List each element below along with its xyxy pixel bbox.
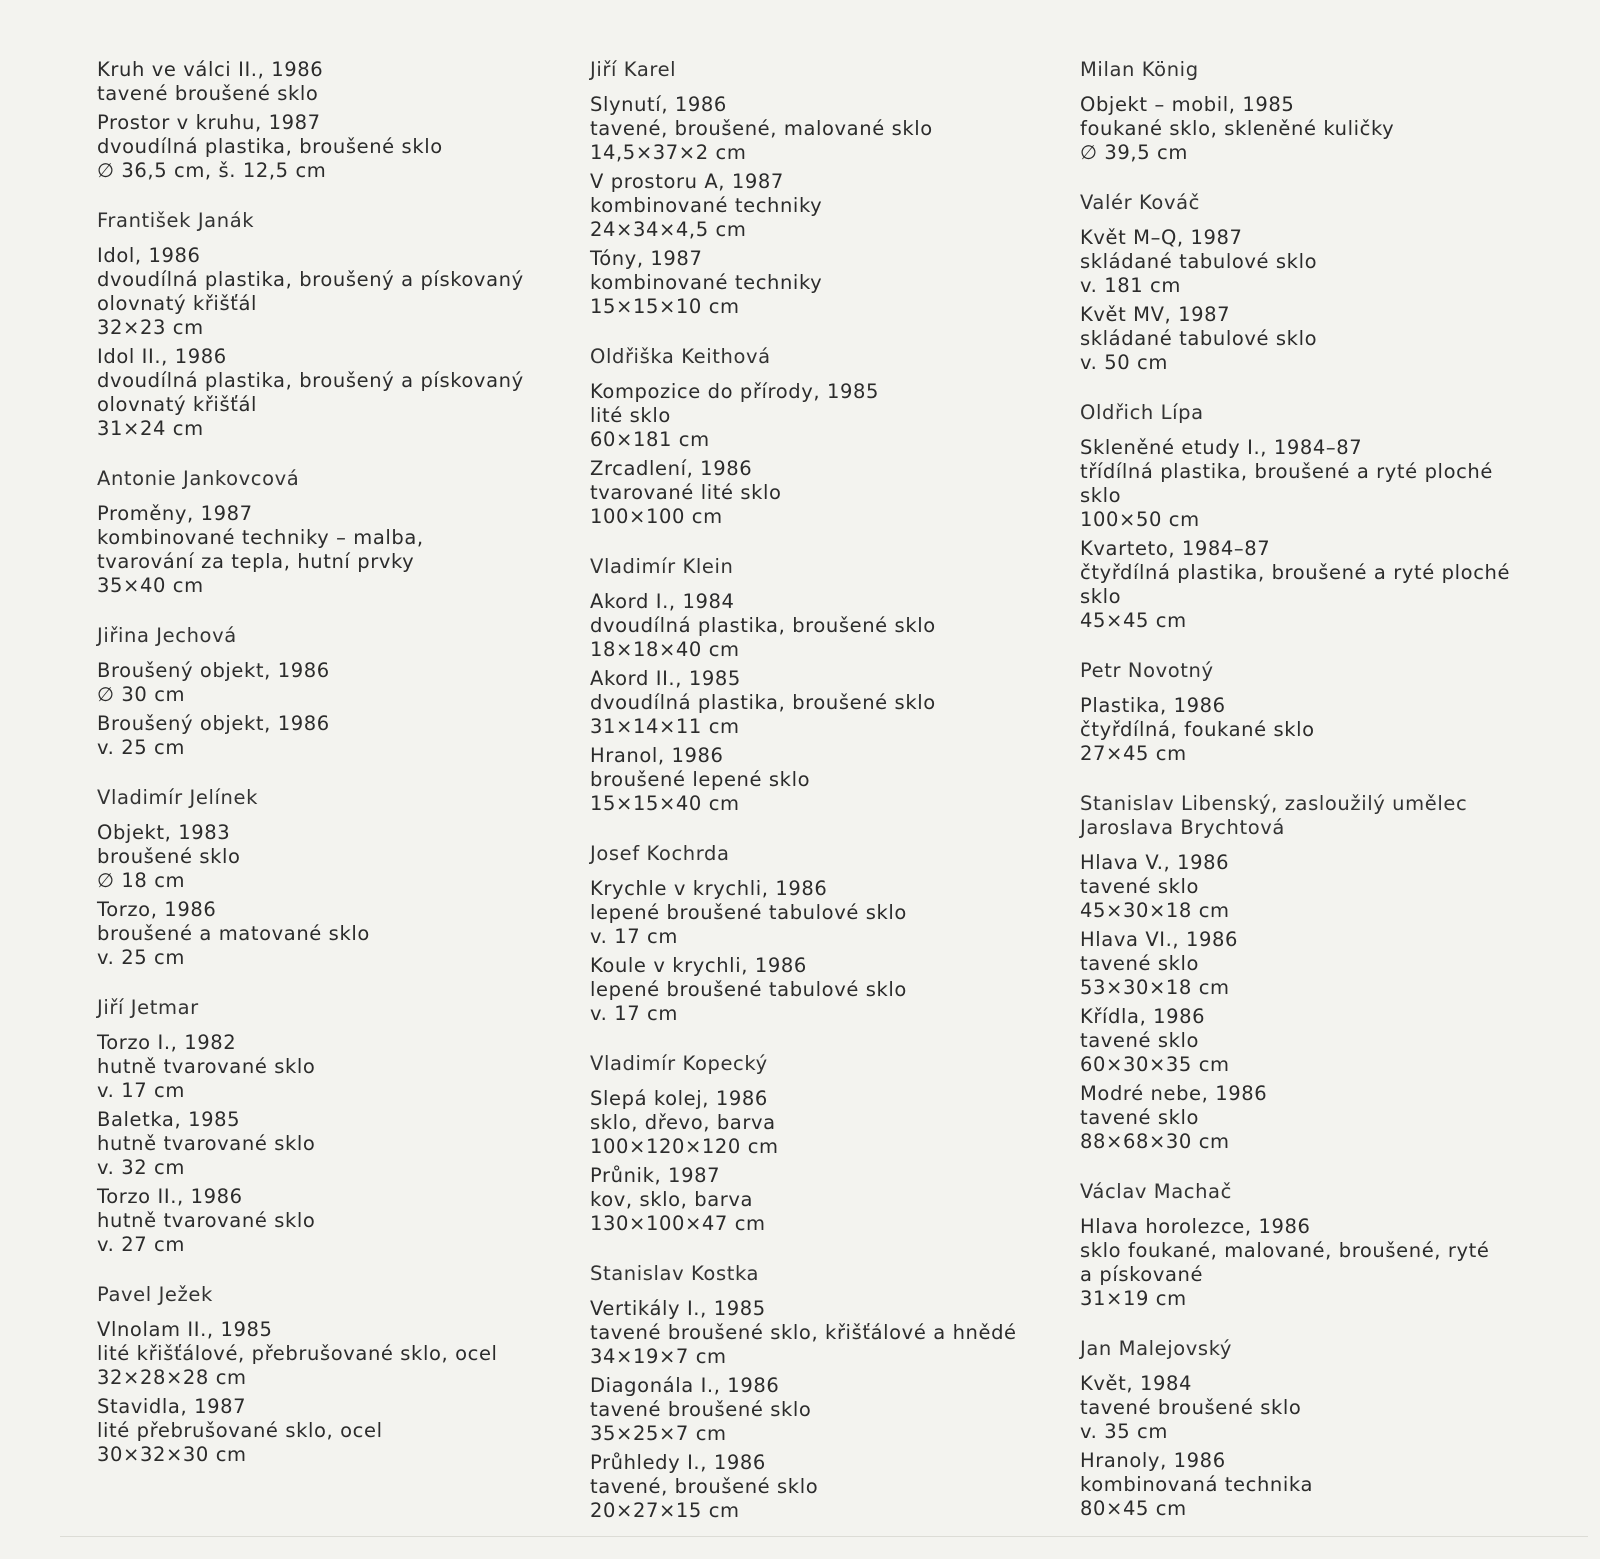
artist-group <box>97 1283 567 1467</box>
work-detail: dvoudílná plastika, broušený a pískovaný <box>97 369 524 392</box>
work-detail: 34×19×7 cm <box>590 1345 727 1368</box>
work-detail: v. 25 cm <box>97 946 185 969</box>
work-title: Kruh ve válci II., 1986 <box>97 58 324 81</box>
work-title: Kompozice do přírody, 1985 <box>590 380 879 403</box>
artist-group <box>97 624 567 760</box>
work-detail: tavené broušené sklo <box>97 82 319 105</box>
artist-group <box>590 345 1060 529</box>
work-detail: 31×19 cm <box>1080 1287 1187 1310</box>
work-title: Vertikály I., 1985 <box>590 1297 766 1320</box>
work-entry <box>590 877 1060 949</box>
work-title: Stavidla, 1987 <box>97 1395 247 1418</box>
work-entry <box>590 457 1060 529</box>
artist-name-line: Vladimír Klein <box>590 555 734 578</box>
work-detail: foukané sklo, skleněné kuličky <box>1080 117 1395 140</box>
artist-name <box>590 58 1060 82</box>
artist-group <box>97 786 567 970</box>
artist-group <box>97 996 567 1257</box>
work-title: Torzo, 1986 <box>97 898 217 921</box>
work-title: Hranoly, 1986 <box>1080 1449 1226 1472</box>
artist-name-line: Valér Kováč <box>1080 191 1200 214</box>
artist-group <box>97 209 567 441</box>
work-title: Broušený objekt, 1986 <box>97 712 330 735</box>
page-edge-rule <box>60 1536 1588 1537</box>
work-entry <box>590 1087 1060 1159</box>
artist-name <box>97 1283 567 1307</box>
work-title: Květ, 1984 <box>1080 1372 1192 1395</box>
work-title: Koule v krychli, 1986 <box>590 954 807 977</box>
work-entry <box>590 1451 1060 1523</box>
artist-name-line: Stanislav Libenský, zasloužilý umělec <box>1080 792 1468 815</box>
work-detail: dvoudílná plastika, broušené sklo <box>590 614 936 637</box>
work-title: Průnik, 1987 <box>590 1164 721 1187</box>
artist-name <box>97 996 567 1020</box>
work-detail: broušené lepené sklo <box>590 768 811 791</box>
work-detail: 18×18×40 cm <box>590 638 740 661</box>
work-title: Diagonála I., 1986 <box>590 1374 780 1397</box>
work-detail: v. 35 cm <box>1080 1420 1168 1443</box>
column-3 <box>1080 58 1580 1547</box>
work-entry <box>590 93 1060 165</box>
work-detail: tavené broušené sklo <box>590 1398 812 1421</box>
work-title: Idol II., 1986 <box>97 345 227 368</box>
artist-group <box>1080 58 1580 165</box>
artist-group <box>590 842 1060 1026</box>
work-title: Zrcadlení, 1986 <box>590 457 753 480</box>
work-detail: 130×100×47 cm <box>590 1212 766 1235</box>
work-entry <box>97 898 567 970</box>
artist-name-line: Jiří Jetmar <box>97 996 199 1019</box>
artist-name-line: Jiřina Jechová <box>97 624 237 647</box>
work-detail: ∅ 18 cm <box>97 869 186 892</box>
artist-group <box>590 58 1060 319</box>
work-entry <box>97 1108 567 1180</box>
artist-group <box>590 1052 1060 1236</box>
work-detail: kombinované techniky – malba, <box>97 526 424 549</box>
artist-name <box>97 786 567 810</box>
artist-name-line: Jan Malejovský <box>1080 1337 1233 1360</box>
work-entry <box>1080 1082 1580 1154</box>
work-detail: 53×30×18 cm <box>1080 976 1230 999</box>
work-detail: tvarování za tepla, hutní prvky <box>97 550 415 573</box>
column-1 <box>97 58 567 1493</box>
work-detail: 14,5×37×2 cm <box>590 141 747 164</box>
work-title: Hlava VI., 1986 <box>1080 928 1239 951</box>
work-detail: tavené sklo <box>1080 1029 1200 1052</box>
work-detail: skládané tabulové sklo <box>1080 250 1318 273</box>
work-detail: v. 17 cm <box>590 1002 678 1025</box>
artist-name-line: Stanislav Kostka <box>590 1262 760 1285</box>
work-detail: lité přebrušované sklo, ocel <box>97 1419 383 1442</box>
work-title: Slepá kolej, 1986 <box>590 1087 768 1110</box>
work-detail: 45×45 cm <box>1080 609 1187 632</box>
work-detail: 88×68×30 cm <box>1080 1130 1230 1153</box>
artist-name <box>1080 659 1580 683</box>
work-title: Tóny, 1987 <box>590 247 703 270</box>
work-detail: v. 50 cm <box>1080 351 1168 374</box>
work-title: Hranol, 1986 <box>590 744 724 767</box>
work-detail: lité sklo <box>590 404 671 427</box>
work-entry <box>97 111 567 183</box>
artist-name-line: Oldřiška Keithová <box>590 345 771 368</box>
artist-group <box>1080 1180 1580 1311</box>
work-detail: skládané tabulové sklo <box>1080 327 1318 350</box>
work-detail: 60×30×35 cm <box>1080 1053 1230 1076</box>
work-detail: tavené, broušené, malované sklo <box>590 117 933 140</box>
work-title: Plastika, 1986 <box>1080 694 1226 717</box>
work-entry <box>1080 1215 1580 1311</box>
work-title: Proměny, 1987 <box>97 502 253 525</box>
work-title: Modré nebe, 1986 <box>1080 1082 1268 1105</box>
work-detail: olovnatý křišťál <box>97 292 258 315</box>
work-title: Květ MV, 1987 <box>1080 303 1231 326</box>
artist-group <box>1080 191 1580 375</box>
artist-group <box>97 467 567 598</box>
work-detail: sklo foukané, malované, broušené, ryté <box>1080 1239 1490 1262</box>
work-detail: hutně tvarované sklo <box>97 1209 316 1232</box>
work-detail: 32×23 cm <box>97 316 204 339</box>
work-detail: 15×15×10 cm <box>590 295 740 318</box>
work-detail: 27×45 cm <box>1080 742 1187 765</box>
artist-name <box>1080 1337 1580 1361</box>
work-detail: broušené a matované sklo <box>97 922 370 945</box>
work-entry <box>1080 694 1580 766</box>
work-entry <box>97 1318 567 1390</box>
work-entry <box>590 590 1060 662</box>
work-title: Torzo I., 1982 <box>97 1031 237 1054</box>
work-detail: 100×50 cm <box>1080 508 1200 531</box>
work-detail: tavené broušené sklo <box>1080 1396 1302 1419</box>
artist-name <box>1080 58 1580 82</box>
work-detail: tavené sklo <box>1080 952 1200 975</box>
work-title: Akord II., 1985 <box>590 667 741 690</box>
work-detail: kombinované techniky <box>590 271 823 294</box>
artist-group <box>590 555 1060 816</box>
artist-name-line: František Janák <box>97 209 255 232</box>
work-entry <box>97 244 567 340</box>
work-detail: hutně tvarované sklo <box>97 1132 316 1155</box>
work-entry <box>590 1297 1060 1369</box>
artist-name-line: Oldřich Lípa <box>1080 401 1204 424</box>
artist-name <box>1080 792 1580 840</box>
work-title: Torzo II., 1986 <box>97 1185 243 1208</box>
work-detail: sklo, dřevo, barva <box>590 1111 776 1134</box>
work-entry <box>1080 226 1580 298</box>
work-title: Skleněné etudy I., 1984–87 <box>1080 436 1363 459</box>
work-detail: kombinovaná technika <box>1080 1473 1314 1496</box>
artist-name <box>590 345 1060 369</box>
work-entry <box>97 345 567 441</box>
work-detail: 100×100 cm <box>590 505 723 528</box>
work-detail: v. 17 cm <box>590 925 678 948</box>
work-detail: tavené sklo <box>1080 1106 1200 1129</box>
work-detail: 45×30×18 cm <box>1080 899 1230 922</box>
column-2 <box>590 58 1060 1549</box>
artist-name <box>590 1052 1060 1076</box>
work-title: Křídla, 1986 <box>1080 1005 1206 1028</box>
work-title: Prostor v kruhu, 1987 <box>97 111 321 134</box>
work-detail: 30×32×30 cm <box>97 1443 247 1466</box>
work-detail: tavené, broušené sklo <box>590 1475 819 1498</box>
work-entry <box>590 380 1060 452</box>
work-entry <box>1080 1449 1580 1521</box>
work-detail: ∅ 30 cm <box>97 683 186 706</box>
work-detail: hutně tvarované sklo <box>97 1055 316 1078</box>
artist-name-line: Vladimír Kopecký <box>590 1052 768 1075</box>
work-title: Idol, 1986 <box>97 244 201 267</box>
work-detail: sklo <box>1080 484 1122 507</box>
artist-name-line: Petr Novotný <box>1080 659 1214 682</box>
work-detail: v. 181 cm <box>1080 274 1181 297</box>
artist-name-line: Jaroslava Brychtová <box>1080 816 1285 839</box>
work-entry <box>590 170 1060 242</box>
work-entry <box>1080 303 1580 375</box>
work-detail: třídílná plastika, broušené a ryté ploché <box>1080 460 1493 483</box>
artist-name-line: Josef Kochrda <box>590 842 730 865</box>
work-title: Kvarteto, 1984–87 <box>1080 537 1271 560</box>
work-entry <box>590 954 1060 1026</box>
work-title: V prostoru A, 1987 <box>590 170 784 193</box>
work-entry <box>97 1395 567 1467</box>
work-entry <box>97 58 567 106</box>
work-detail: v. 32 cm <box>97 1156 185 1179</box>
work-detail: dvoudílná plastika, broušený a pískovaný <box>97 268 524 291</box>
artist-name <box>97 467 567 491</box>
artist-name-line: Václav Machač <box>1080 1180 1232 1203</box>
work-title: Akord I., 1984 <box>590 590 735 613</box>
work-entry <box>590 1164 1060 1236</box>
lead-works <box>97 58 567 183</box>
work-detail: kov, sklo, barva <box>590 1188 754 1211</box>
work-title: Slynutí, 1986 <box>590 93 727 116</box>
artist-group <box>1080 659 1580 766</box>
work-detail: 32×28×28 cm <box>97 1366 247 1389</box>
work-entry <box>97 1031 567 1103</box>
work-entry <box>590 247 1060 319</box>
work-detail: 35×25×7 cm <box>590 1422 727 1445</box>
work-detail: 31×14×11 cm <box>590 715 740 738</box>
work-detail: broušené sklo <box>97 845 241 868</box>
work-detail: 31×24 cm <box>97 417 204 440</box>
artist-name-line: Pavel Ježek <box>97 1283 213 1306</box>
work-detail: v. 17 cm <box>97 1079 185 1102</box>
work-title: Hlava horolezce, 1986 <box>1080 1215 1311 1238</box>
artist-name <box>1080 1180 1580 1204</box>
work-entry <box>590 744 1060 816</box>
work-entry <box>97 821 567 893</box>
work-detail: 35×40 cm <box>97 574 204 597</box>
work-detail: 24×34×4,5 cm <box>590 218 747 241</box>
work-entry <box>1080 436 1580 532</box>
work-title: Objekt – mobil, 1985 <box>1080 93 1295 116</box>
work-detail: v. 27 cm <box>97 1233 185 1256</box>
work-title: Objekt, 1983 <box>97 821 231 844</box>
work-detail: tavené broušené sklo, křišťálové a hnědé <box>590 1321 1017 1344</box>
work-detail: lepené broušené tabulové sklo <box>590 901 907 924</box>
work-entry <box>97 1185 567 1257</box>
work-detail: 80×45 cm <box>1080 1497 1187 1520</box>
work-detail: kombinované techniky <box>590 194 823 217</box>
artist-group <box>590 1262 1060 1523</box>
work-entry <box>1080 537 1580 633</box>
work-entry <box>97 502 567 598</box>
artist-name-line: Jiří Karel <box>590 58 677 81</box>
work-detail: v. 25 cm <box>97 736 185 759</box>
work-detail: čtyřdílná, foukané sklo <box>1080 718 1315 741</box>
work-detail: 60×181 cm <box>590 428 710 451</box>
work-title: Vlnolam II., 1985 <box>97 1318 273 1341</box>
work-title: Průhledy I., 1986 <box>590 1451 766 1474</box>
work-detail: tvarované lité sklo <box>590 481 782 504</box>
work-detail: ∅ 36,5 cm, š. 12,5 cm <box>97 159 327 182</box>
work-title: Květ M–Q, 1987 <box>1080 226 1243 249</box>
work-entry <box>1080 93 1580 165</box>
work-detail: dvoudílná plastika, broušené sklo <box>590 691 936 714</box>
work-detail: tavené sklo <box>1080 875 1200 898</box>
work-entry <box>1080 851 1580 923</box>
work-detail: čtyřdílná plastika, broušené a ryté ploché <box>1080 561 1511 584</box>
artist-name <box>97 209 567 233</box>
work-entry <box>590 1374 1060 1446</box>
work-entry <box>1080 1005 1580 1077</box>
artist-group <box>1080 401 1580 633</box>
work-entry <box>1080 928 1580 1000</box>
work-title: Baletka, 1985 <box>97 1108 241 1131</box>
work-entry <box>1080 1372 1580 1444</box>
work-detail: 15×15×40 cm <box>590 792 740 815</box>
work-title: Krychle v krychli, 1986 <box>590 877 828 900</box>
artist-name-line: Vladimír Jelínek <box>97 786 258 809</box>
work-entry <box>97 712 567 760</box>
work-detail: sklo <box>1080 585 1122 608</box>
work-detail: 20×27×15 cm <box>590 1499 740 1522</box>
work-detail: olovnatý křišťál <box>97 393 258 416</box>
artist-name <box>590 555 1060 579</box>
work-detail: a pískované <box>1080 1263 1204 1286</box>
work-detail: dvoudílná plastika, broušené sklo <box>97 135 443 158</box>
work-detail: ∅ 39,5 cm <box>1080 141 1188 164</box>
artist-name-line: Milan König <box>1080 58 1199 81</box>
artist-name <box>590 842 1060 866</box>
artist-group <box>1080 792 1580 1154</box>
artist-name <box>1080 191 1580 215</box>
work-entry <box>590 667 1060 739</box>
artist-name-line: Antonie Jankovcová <box>97 467 300 490</box>
artist-name <box>97 624 567 648</box>
work-title: Hlava V., 1986 <box>1080 851 1230 874</box>
work-entry <box>97 659 567 707</box>
work-detail: lepené broušené tabulové sklo <box>590 978 907 1001</box>
artist-name <box>590 1262 1060 1286</box>
work-title: Broušený objekt, 1986 <box>97 659 330 682</box>
work-detail: 100×120×120 cm <box>590 1135 779 1158</box>
artist-group <box>1080 1337 1580 1521</box>
work-detail: lité křišťálové, přebrušované sklo, ocel <box>97 1342 498 1365</box>
artist-name <box>1080 401 1580 425</box>
